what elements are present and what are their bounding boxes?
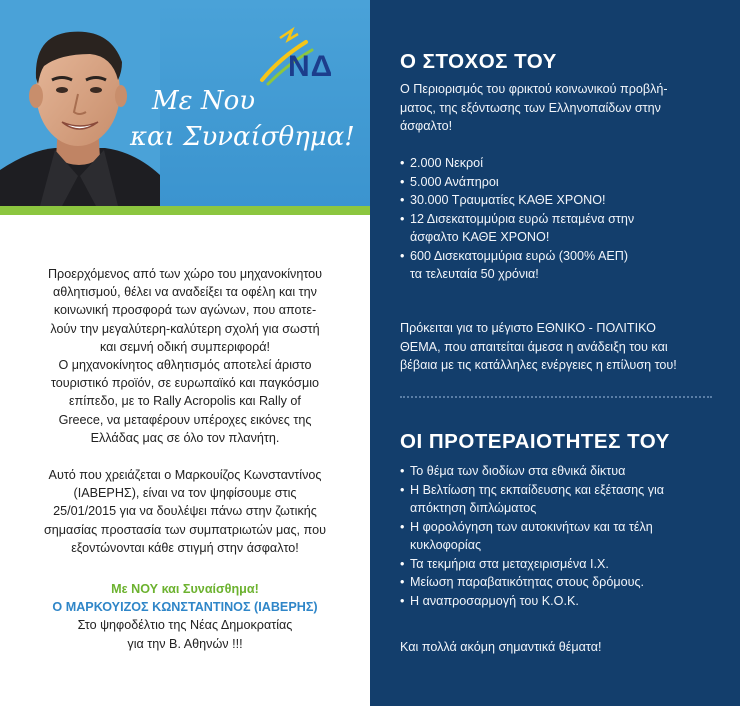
list-item: • 2.000 Νεκροί	[400, 154, 720, 173]
list-item: • Η Βελτίωση της εκπαίδευσης και εξέτασης για απόκτηση διπλώματος	[400, 481, 720, 518]
text-line: Προερχόμενος από των χώρο του μηχανοκίνητου	[47, 267, 323, 281]
dotted-divider	[400, 396, 712, 398]
ballot-line-2: για την Β. Αθηνών !!!	[127, 636, 243, 651]
text-line: Ελλάδας μας σε όλο τον πλανήτη.	[90, 430, 280, 445]
text-line: άσφαλτο!	[400, 119, 453, 133]
text-line: βέβαια με τις κατάλληλες ενέργειες η επίλυση του!	[400, 358, 677, 372]
text-line: Πρόκειται για το μέγιστο ΕΘΝΙΚΟ - ΠΟΛΙΤΙΚΟ	[400, 321, 656, 335]
text-line: Ο μηχανοκίνητος αθλητισμός αποτελεί άριστο	[58, 358, 312, 373]
list-item: • 12 Δισεκατομμύρια ευρώ πεταμένα στην άσφαλτο ΚΑΘΕ ΧΡΟΝΟ!	[400, 210, 720, 247]
candidate-name: Ο ΜΑΡΚΟΥΙΖΟΣ ΚΩΝΣΤΑΝΤΙΝΟΣ (ΙΑΒΕΡΗΣ)	[52, 600, 318, 615]
priority-bullets	[400, 462, 720, 610]
text-line: αθλητισμού, θέλει να αναδείξει τα οφέλη και την	[53, 285, 317, 300]
goal-intro	[400, 80, 720, 136]
text-line: Ο Περιορισμός του φρικτού κοινωνικού προβλή-	[400, 82, 668, 96]
banner-slogan-line1: Με Νου	[152, 86, 256, 116]
text-line: ΘΕΜΑ, που απαιτείται άμεσα η ανάδειξη του και	[400, 339, 668, 354]
closing-line: Και πολλά ακόμη σημαντικά θέματα!	[400, 640, 602, 654]
banner-slogan-line2: και Συναίσθημα!	[130, 122, 355, 152]
goal-bullets	[400, 154, 720, 284]
goal-title: Ο ΣΤΟΧΟΣ ΤΟΥ	[400, 50, 557, 73]
candidate-photo	[0, 0, 160, 206]
text-line: λούν την μεγαλύτερη-καλύτερη σχολή για σωστή	[50, 321, 320, 336]
list-item: • Το θέμα των διοδίων στα εθνικά δίκτυα	[400, 462, 720, 481]
text-line: τουριστικό προϊόν, σε ευρωπαϊκό και παγκόσμιο	[50, 376, 320, 391]
text-line: 25/01/2015 για να δουλέψει πάνω στην ζωτικής	[53, 504, 317, 519]
left-paragraph-1	[0, 265, 370, 447]
list-item: • 5.000 Ανάπηροι	[400, 173, 720, 192]
list-item: • Τα τεκμήρια στα μεταχειρισμένα Ι.Χ.	[400, 555, 720, 574]
left-paragraph-2	[0, 466, 370, 557]
text-line: εξοντώνονται κάθε στιγμή στην άσφαλτο!	[71, 540, 299, 555]
text-line: επίπεδο, με το Rally Acropolis και Rally of	[69, 394, 301, 409]
right-column	[370, 0, 740, 706]
green-slogan: Με ΝΟΥ και Συναίσθημα!	[111, 582, 259, 596]
text-line: (ΙΑΒΕΡΗΣ), είναι να τον ψηφίσουμε στις	[73, 486, 297, 501]
priorities-title: ΟΙ ΠΡΟΤΕΡΑΙΟΤΗΤΕΣ ΤΟΥ	[400, 430, 670, 453]
goal-conclusion	[400, 319, 730, 375]
list-item: • 30.000 Τραυματίες ΚΑΘΕ ΧΡΟΝΟ!	[400, 191, 720, 210]
text-line: και σεμνή οδική συμπεριφορά!	[99, 339, 271, 354]
text-line: ματος, της εξόντωσης των Ελληνοπαίδων στην	[400, 100, 661, 115]
text-line: Αυτό που χρειάζεται ο Μαρκουίζος Κωνσταντίνος	[48, 468, 322, 482]
list-item: • Η φορολόγηση των αυτοκινήτων και τα τέλη κυκλοφορίας	[400, 518, 720, 555]
list-item: • Η αναπροσαρμογή του Κ.Ο.Κ.	[400, 592, 720, 611]
green-stripe	[0, 206, 370, 215]
header-banner	[0, 0, 370, 206]
list-item: • 600 Δισεκατομμύρια ευρώ (300% ΑΕΠ) τα τελευταία 50 χρόνια!	[400, 247, 720, 284]
party-logo-text: ΝΔ	[288, 50, 334, 83]
text-line: Greece, να μεταφέρουν υπέροχες εικόνες της	[58, 412, 312, 427]
text-line: σημασίας προστασία των συμπατριωτών μας, που	[44, 522, 326, 537]
text-line: κοινωνική προσφορά των αγώνων, που αποτε-	[53, 303, 317, 318]
list-item: • Μείωση παραβατικότητας στους δρόμους.	[400, 573, 720, 592]
left-signoff	[0, 580, 370, 653]
ballot-line-1: Στο ψηφοδέλτιο της Νέας Δημοκρατίας	[77, 618, 293, 633]
